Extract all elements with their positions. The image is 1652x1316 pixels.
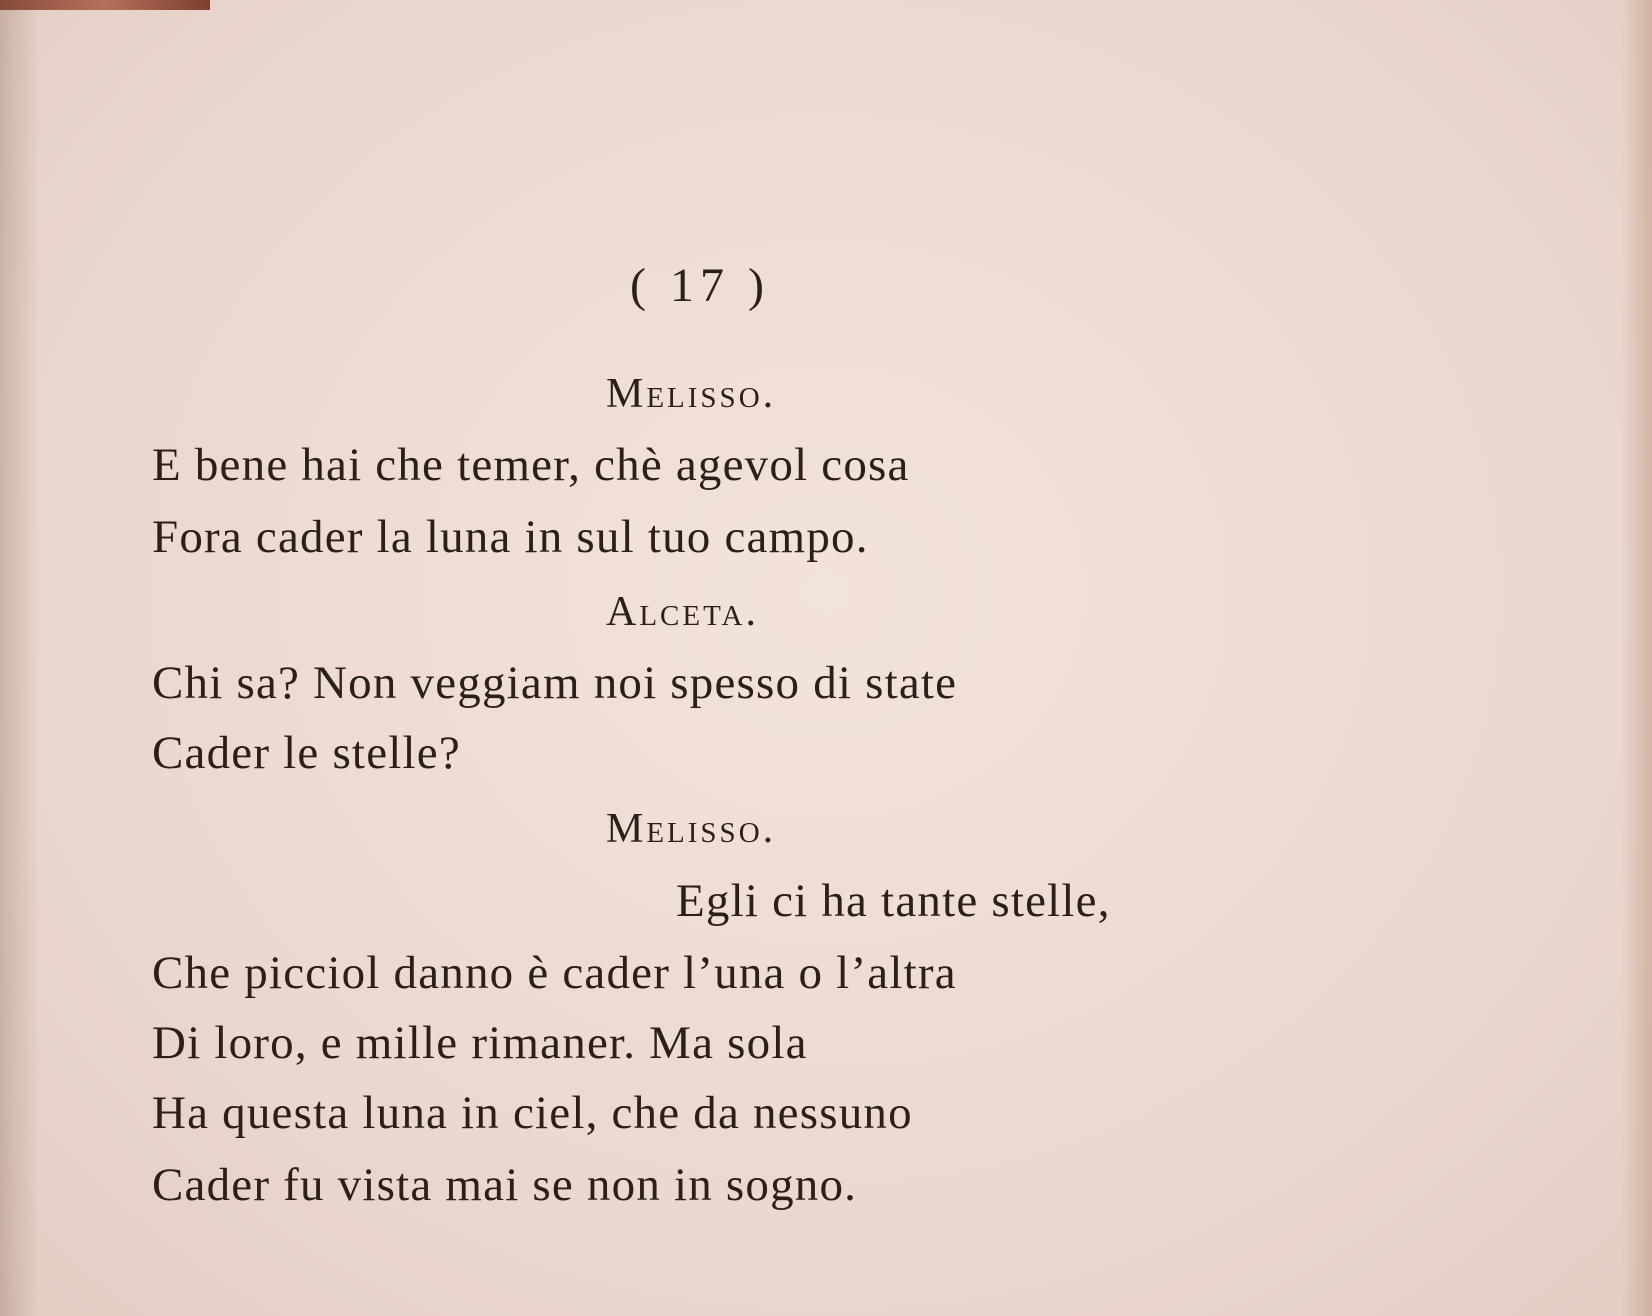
verse-line: Fora cader la luna in sul tuo campo. bbox=[152, 511, 869, 563]
verse-line: E bene hai che temer, chè agevol cosa bbox=[152, 439, 910, 491]
speaker-name: Melisso. bbox=[606, 371, 777, 417]
verse-line: Ha questa luna in ciel, che da nessuno bbox=[152, 1087, 913, 1139]
verse-line: Egli ci ha tante stelle, bbox=[676, 875, 1111, 927]
verse-line: Di loro, e mille rimaner. Ma sola bbox=[152, 1017, 808, 1069]
verse-line: Chi sa? Non veggiam noi spesso di state bbox=[152, 657, 958, 709]
verse-line: Che picciol danno è cader l’una o l’altra bbox=[152, 947, 957, 999]
verse-line: Cader le stelle? bbox=[152, 727, 461, 779]
page-number: ( 17 ) bbox=[630, 259, 770, 312]
speaker-name: Melisso. bbox=[606, 806, 777, 852]
speaker-name: Alceta. bbox=[606, 589, 759, 635]
verse-line: Cader fu vista mai se non in sogno. bbox=[152, 1159, 858, 1211]
page-edge bbox=[1622, 0, 1652, 1316]
gutter-shadow bbox=[0, 0, 40, 1316]
